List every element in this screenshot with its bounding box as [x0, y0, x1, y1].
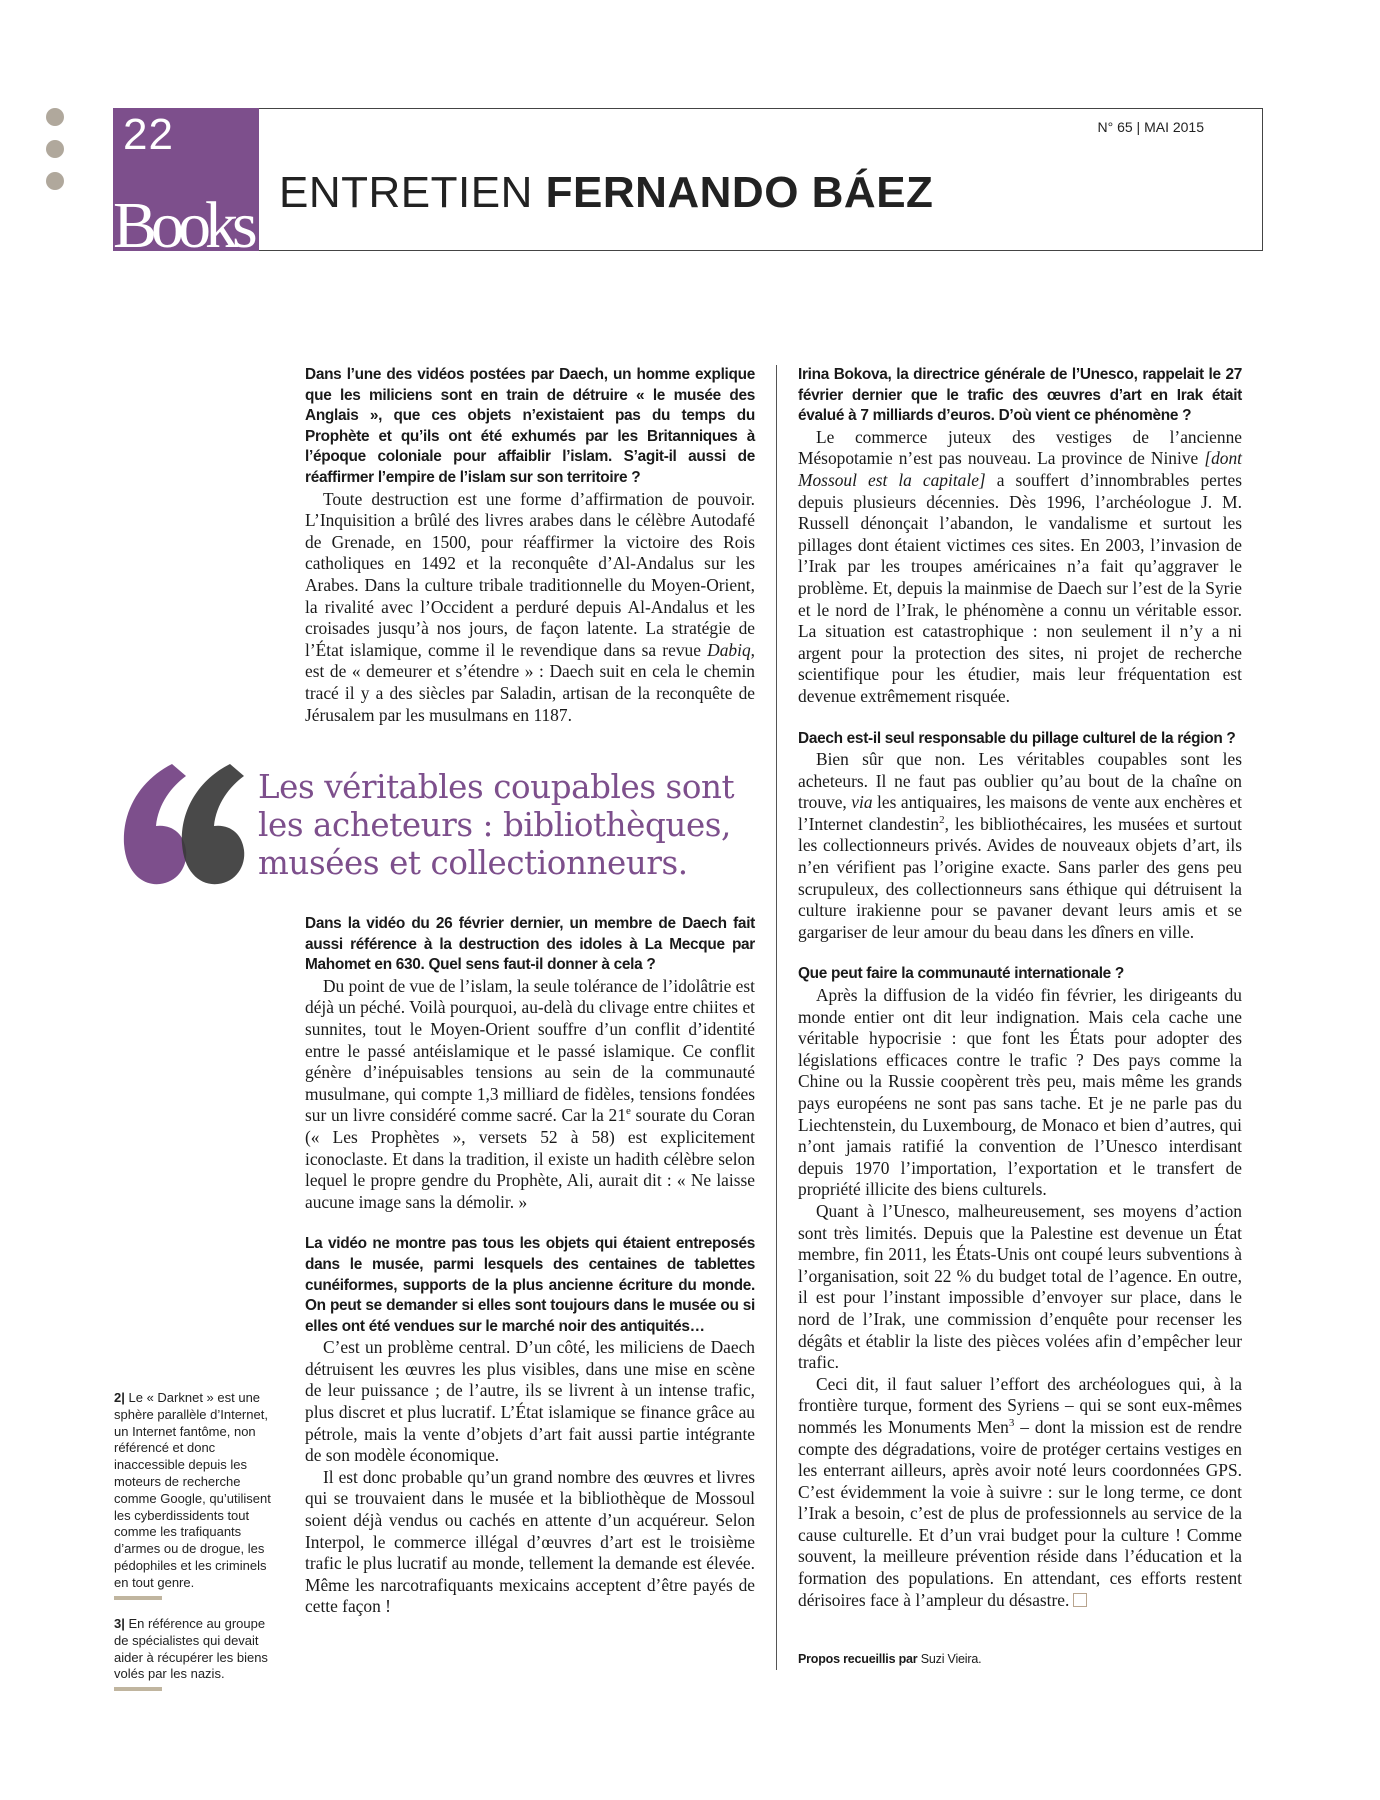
left-column-top — [305, 365, 755, 726]
brand-logo: Books — [113, 189, 252, 262]
page-number: 22 — [123, 110, 174, 159]
question: La vidéo ne montre pas tous les objets qui étaient entreposés dans le musée, parmi lesquels des centaines de tablettes cunéiformes, supports de la plus ancienne écriture du monde. On peut se demander si elles sont toujours dans le musée ou si elles ont été vendues sur le marché noir des antiquités… — [305, 1235, 755, 1335]
end-mark-icon — [1073, 1593, 1087, 1607]
question: Dans la vidéo du 26 février dernier, un membre de Daech fait aussi référence à la destruction des idoles à La Mecque par Mahomet en 630. Quel sens faut-il donner à cela ? — [305, 915, 755, 974]
footnote-rule — [114, 1687, 162, 1691]
interviewee-name: FERNANDO BÁEZ — [545, 168, 934, 217]
answer: Après la diffusion de la vidéo fin février, les dirigeants du monde entier ont dit leur indignation. Mais cela cache une véritable hypocrisie : que font les États pour adopter des législations efficaces contre le trafic ? Des pays comme la Chine ou la Russie coopèrent très peu, mais même les grands pays européens ne sont pas sans tache. Et je ne parle pas du Liechtenstein, du Luxembourg, de Monaco et bien d’autres, qui n’ont jamais ratifié la convention de l’Unesco interdisant depuis 1970 l’importation, l’exportation et le transfert de propriété illicite des biens culturels. — [798, 985, 1242, 1200]
footnote-3 — [114, 1616, 274, 1691]
question: Dans l’une des vidéos postées par Daech, un homme explique que les miliciens sont en train de détruire « le musée des Anglais », que ces objets n’existaient pas du temps du Prophète et qu’ils ont été exhumés par les Britanniques à l’époque coloniale pour affaiblir l’islam. S’agit-il aussi de réaffirmer l’empire de l’islam sur son territoire ? — [305, 366, 755, 486]
answer: Bien sûr que non. Les véritables coupables sont les acheteurs. Il ne faut pas oublier qu’au bout de la chaîne on trouve, via les antiquaires, les maisons de vente aux enchères et l’Internet clandestin$^2$, les bibliothécaires, les musées et surtout les collectionneurs privés. Avides de nouveaux objets d’art, ils n’en vérifient pas l’origine exacte. Sans parler des gens peu scrupuleux, des collectionneurs sans éthique qui détruisent la culture irakienne pour se pavaner devant leurs amis et se gargariser de leur amour du beau dans les dîners en ville. — [798, 749, 1242, 942]
magazine-badge — [113, 108, 259, 262]
answer: Le commerce juteux des vestiges de l’ancienne Mésopotamie n’est pas nouveau. La province de Ninive [dont Mossoul est la capitale] a souffert d’innombrables pertes depuis plusieurs décennies. Dès 1996, l’archéologue J. M. Russell dénonçait l’abandon, le vandalisme et surtout les pillages dont étaient victimes ces sites. En 2003, l’invasion de l’Irak par les troupes américaines n’a fait qu’aggraver le problème. Et, depuis la mainmise de Daech sur l’est de la Syrie et le nord de l’Irak, le phénomène a connu un véritable essor. La situation est catastrophique : non seulement il n’y a ni argent pour la protection des sites, ni projet de recherche scientifique pour les étudier, mais leur fréquentation est devenue extrêmement risquée. — [798, 426, 1242, 706]
decorative-dots — [46, 108, 64, 204]
answer: C’est un problème central. D’un côté, les miliciens de Daech détruisent les œuvres les plus visibles, dans une mise en scène de leur puissance ; de l’autre, ils se livrent à un intense trafic, plus discret et plus lucratif. L’État islamique se finance grâce au pétrole, mais la vente d’objets d’art fait aussi partie intégrante de son modèle économique. — [305, 1337, 755, 1466]
interview-credit: Propos recueillis par Suzi Vieira. — [798, 1652, 982, 1666]
question: Daech est-il seul responsable du pillage culturel de la région ? — [798, 729, 1236, 747]
dot — [46, 172, 64, 190]
dot — [46, 140, 64, 158]
footnote-number: 2| — [114, 1390, 125, 1405]
footnote-rule — [114, 1596, 162, 1600]
article-title — [279, 168, 933, 218]
column-divider — [776, 365, 777, 1670]
quote-mark-icon — [112, 754, 252, 894]
section-label: ENTRETIEN — [279, 168, 533, 217]
answer: Il est donc probable qu’un grand nombre des œuvres et livres qui se trouvaient dans le musée et la bibliothèque de Mossoul soient déjà vendus ou cachés en attente d’un acquéreur. Selon Interpol, le commerce illégal d’œuvres d’art est le troisième trafic le plus lucratif au monde, tellement la demande est élevée. Même les narcotrafiquants mexicains acceptent d’être payés de cette façon ! — [305, 1466, 755, 1617]
footnote-text: Le « Darknet » est une sphère parallèle d’Internet, un Internet fantôme, non référencé et donc inaccessible depuis les moteurs de recherche comme Google, qu’utilisent les cyberdissidents tout comme les trafiquants d’armes ou de drogue, les pédophiles et les criminels en tout genre. — [114, 1390, 271, 1590]
answer: Ceci dit, il faut saluer l’effort des archéologues qui, à la frontière turque, forment des Syriens – qui se sont eux-mêmes nommés les Monuments Men$^3$ – dont la mission est de rendre compte des dégradations, voire de protéger certains vestiges en les enterrant ailleurs, après avoir noté leurs coordonnées GPS. C’est évidemment la voie à suivre : sur le long terme, ce dont l’Irak a besoin, c’est de plus de professionnels au service de la cause culturelle. Et d’un vrai budget pour la culture ! Comme souvent, la meilleure prévention réside dans l’éducation et la formation des populations. En attendant, ces efforts restent dérisoires face à l’ampleur du désastre. — [798, 1373, 1242, 1610]
question: Que peut faire la communauté internationale ? — [798, 965, 1125, 983]
footnote-number: 3| — [114, 1616, 125, 1631]
dot — [46, 108, 64, 126]
left-column-bottom — [305, 914, 755, 1618]
footnote-2 — [114, 1390, 274, 1600]
right-column — [798, 365, 1242, 1611]
issue-label: N° 65 | MAI 2015 — [1097, 119, 1204, 135]
pull-quote: Les véritables coupables sont les acheteurs : bibliothèques, musées et collectionneurs. — [258, 768, 735, 882]
question: Irina Bokova, la directrice générale de l’Unesco, rappelait le 27 février dernier que le trafic des œuvres d’art en Irak était évalué à 7 milliards d’euros. D’où vient ce phénomène ? — [798, 366, 1242, 425]
answer: Toute destruction est une forme d’affirmation de pouvoir. L’Inquisition a brûlé des livres arabes dans le célèbre Autodafé de Grenade, en 1500, pour réaffirmer la victoire des Rois catholiques en 1492 et la reconquête d’Al-Andalus sur les Arabes. Dans la culture tribale traditionnelle du Moyen-Orient, la rivalité avec l’Occident a perduré depuis Al-Andalus et les croisades jusqu’à nos jours, de façon latente. La stratégie de l’État islamique, comme il le revendique dans sa revue Dabiq, est de « demeurer et s’étendre » : Daech suit en cela le chemin tracé il y a des siècles par Saladin, artisan de la reconquête de Jérusalem par les musulmans en 1187. — [305, 488, 755, 725]
answer: Quant à l’Unesco, malheureusement, ses moyens d’action sont très limités. Depuis que la Palestine est devenue un État membre, fin 2011, les États-Unis ont coupé leurs subventions à l’organisation, soit 22 % du budget total de l’agence. En outre, il est pour l’instant impossible d’envoyer sur place, dans le nord de l’Irak, une commission d’enquête pour recenser les dégâts et établir la liste des pièces volées afin d’empêcher leur trafic. — [798, 1200, 1242, 1373]
footnote-text: En référence au groupe de spécialistes qui devait aider à récupérer les biens volés par les nazis. — [114, 1616, 268, 1682]
answer: Du point de vue de l’islam, la seule tolérance de l’idolâtrie est déjà un péché. Voilà pourquoi, au-delà du clivage entre chiites et sunnites, tout le Moyen-Orient souffre d’un conflit d’identité entre le passé antéislamique et le passé islamique. Ce conflit génère d’inépuisables tensions au sein de la communauté musulmane, qui compte 1,3 milliard de fidèles, tensions fondées sur un livre considéré comme sacré. Car la 21e sourate du Coran (« Les Prophètes », versets 52 à 58) est explicitement iconoclaste. Et dans la tradition, il existe un hadith célèbre selon lequel le propre gendre du Prophète, Ali, aurait dit : « Ne laisse aucune image sans la démolir. » — [305, 975, 755, 1212]
